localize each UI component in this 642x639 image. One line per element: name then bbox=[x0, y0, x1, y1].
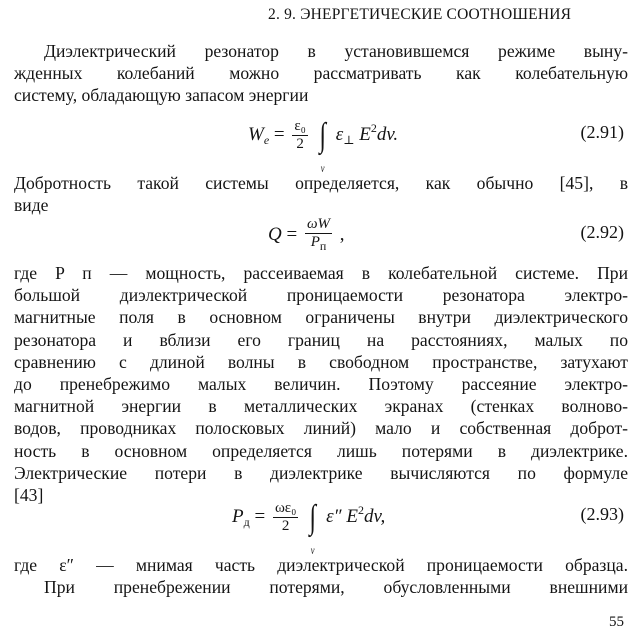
text-line: резонатора и вблизи его границ на расстояниях, малых по bbox=[14, 329, 628, 350]
fraction-numerator: ωW bbox=[306, 216, 331, 232]
text-line: Электрические потери в диэлектрике вычисляются по формуле bbox=[14, 462, 628, 483]
text-line: виде bbox=[14, 195, 49, 216]
integral-subscript: v bbox=[310, 542, 315, 557]
symbol-dv: dv. bbox=[376, 123, 399, 145]
fraction-numerator: ωε₀ bbox=[274, 500, 297, 516]
integral-sign: ∫ v bbox=[309, 501, 316, 535]
text-line: Диэлектрический резонатор в установившемся режиме выну- bbox=[44, 41, 628, 61]
symbol-W: W bbox=[248, 123, 264, 145]
integral-sign: ∫ v bbox=[319, 119, 326, 153]
equation-number: (2.92) bbox=[580, 222, 624, 242]
integral-subscript: v bbox=[320, 160, 325, 175]
superscript: 2 bbox=[357, 502, 364, 517]
fraction bbox=[292, 118, 308, 153]
text-line: систему, обладающую запасом энергии bbox=[14, 85, 309, 106]
equation-number: (2.91) bbox=[580, 122, 624, 142]
text-line: где P п — мощность, рассеиваемая в колебательной системе. При bbox=[14, 263, 628, 283]
symbol-dv: dv, bbox=[363, 505, 386, 527]
text-line: [43] bbox=[14, 485, 44, 506]
formula-q-factor bbox=[268, 216, 345, 255]
equals-sign: = bbox=[254, 505, 266, 527]
equation-2-93 bbox=[0, 494, 642, 557]
symbol-sub-d: д bbox=[243, 514, 250, 529]
text-line: водов, проводниках полосковых линий) мало и собственная доброт- bbox=[14, 418, 628, 439]
formula-energy bbox=[248, 116, 399, 175]
paragraph-losses bbox=[14, 262, 628, 506]
formula-dielectric-loss bbox=[232, 498, 386, 557]
text-line: магнитные поля в основном ограничены внутри диэлектрического bbox=[14, 307, 628, 328]
equals-sign: = bbox=[273, 123, 285, 145]
text-line: большой диэлектрической проницаемости резонатора электро- bbox=[14, 285, 628, 306]
symbol-E: E bbox=[346, 505, 358, 527]
fraction-denominator: 2 bbox=[281, 518, 290, 534]
text-line: ность в основном определяется лишь потерями в диэлектрике. bbox=[14, 440, 628, 461]
equation-2-91 bbox=[0, 112, 642, 175]
symbol-epsilon: ε bbox=[335, 123, 344, 145]
page-number: 55 bbox=[609, 614, 624, 630]
comma: , bbox=[339, 223, 345, 245]
symbol-sub-e: e bbox=[263, 132, 270, 147]
fraction bbox=[305, 216, 332, 255]
text-line: до пренебрежимо малых величин. Поэтому рассеяние электро- bbox=[14, 374, 628, 395]
symbol-Q: Q bbox=[268, 223, 282, 245]
paragraph-closing bbox=[14, 554, 628, 598]
text-line: При пренебрежении потерями, обусловленными внешними bbox=[44, 577, 628, 598]
paragraph-intro bbox=[14, 40, 628, 107]
text-line: магнитной энергии в металлических экранах (стенках волново- bbox=[14, 396, 628, 417]
symbol-perp: ⊥ bbox=[343, 132, 355, 147]
superscript: 2 bbox=[370, 120, 377, 135]
symbol-P: P bbox=[232, 505, 244, 527]
text-line: жденных колебаний можно рассматривать как колебательную bbox=[14, 63, 628, 84]
symbol-epsilon-double-prime: ε″ bbox=[326, 505, 342, 527]
section-header: 2. 9. ЭНЕРГЕТИЧЕСКИЕ СООТНОШЕНИЯ bbox=[268, 6, 572, 23]
equation-number: (2.93) bbox=[580, 504, 624, 524]
fraction-denominator: 2 bbox=[296, 136, 304, 152]
fraction-numerator: ε₀ bbox=[294, 118, 306, 134]
equals-sign: = bbox=[286, 223, 298, 245]
paragraph-quality bbox=[14, 172, 628, 216]
symbol-E: E bbox=[359, 123, 371, 145]
text-line: Добротность такой системы определяется, как обычно [45], в bbox=[14, 173, 628, 193]
text-line: где ε″ — мнимая часть диэлектрической проницаемости образца. bbox=[14, 555, 628, 575]
fraction-denominator: $P_п$ bbox=[310, 234, 327, 253]
text-line: сравнению с длиной волны в свободном пространстве, затухают bbox=[14, 351, 628, 372]
fraction bbox=[273, 500, 298, 535]
